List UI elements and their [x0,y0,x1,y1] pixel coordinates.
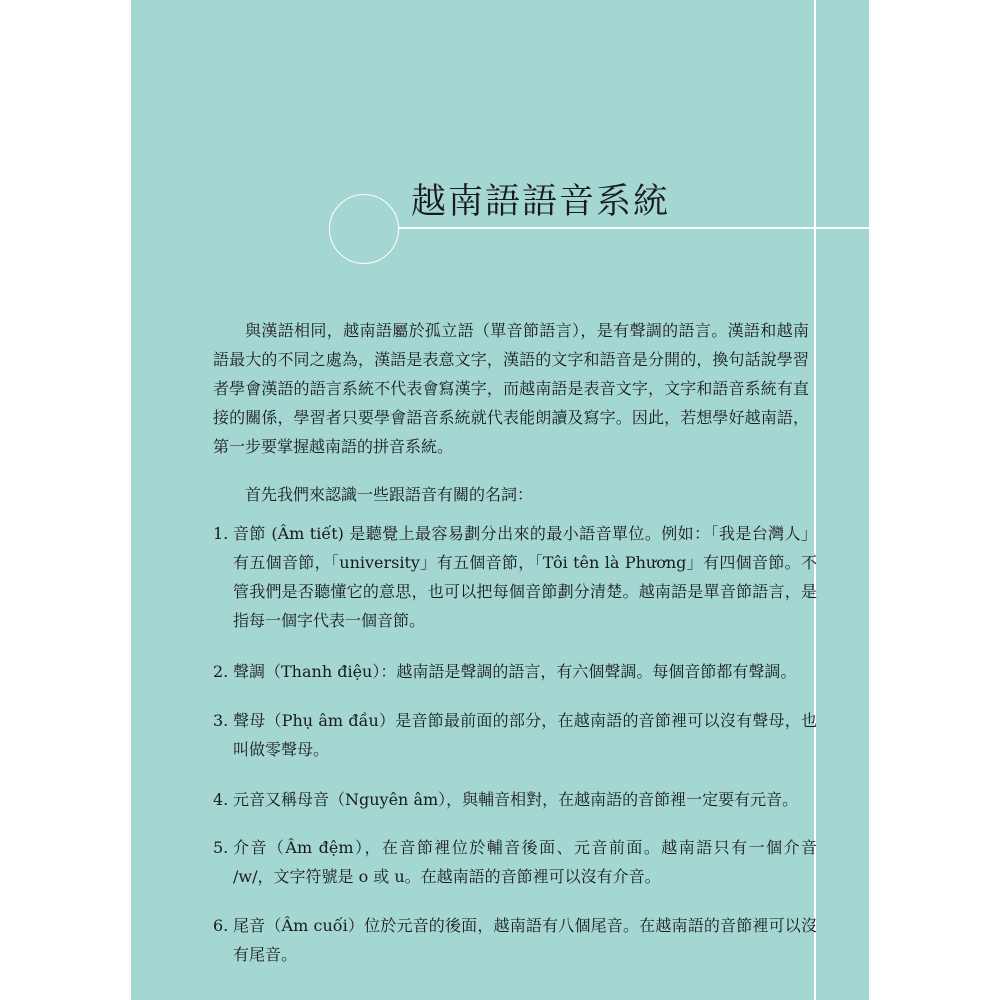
list-item-text: 聲母（Phụ âm đầu）是音節最前面的部分，在越南語的音節裡可以沒有聲母，也叫做零聲母。 [233,711,817,759]
list-item-number: 3. [213,711,229,730]
list-item-number: 6. [213,916,229,935]
list-item [213,657,817,686]
list-item-text: 元音又稱母音（Nguyên âm），與輔音相對，在越南語的音節裡一定要有元音。 [233,790,799,809]
list-item-text: 音節 (Âm tiết) 是聽覺上最容易劃分出來的最小語音單位。例如：「我是台灣人」有五個音節，「university」有五個音節，「Tôi tên là Phương」有四個音節。不管我們是否聽懂它的意思，也可以把每個音節劃分清楚。越南語是單音節語言，是指每一個字代表一個音節。 [233,524,817,630]
terms-list [213,519,817,969]
list-item [213,519,817,635]
terms-lead-paragraph: 首先我們來認識一些跟語音有關的名詞： [245,485,534,504]
list-item [213,911,817,969]
list-item [213,833,817,891]
intro-paragraph: 與漢語相同，越南語屬於孤立語（單音節語言），是有聲調的語言。漢語和越南語最大的不同之處為，漢語是表意文字，漢語的文字和語音是分開的，換句話說學習者學會漢語的語言系統不代表會寫漢字，而越南語是表音文字，文字和語音系統有直接的關係，學習者只要學會語音系統就代表能朗讀及寫字。因此，若想學好越南語，第一步要掌握越南語的拼音系統。 [213,321,809,456]
list-item-number: 2. [213,662,229,681]
list-item-number: 1. [213,524,229,543]
list-item-number: 5. [213,838,229,857]
list-item [213,706,817,764]
list-item-text: 聲調（Thanh điệu）：越南語是聲調的語言，有六個聲調。每個音節都有聲調。 [233,662,797,681]
list-item [213,785,817,814]
list-item-text: 介音（Âm đệm），在音節裡位於輔音後面、元音前面。越南語只有一個介音 /w/，文字符號是 o 或 u。在越南語的音節裡可以沒有介音。 [233,838,817,886]
title-underline-rule [365,227,869,229]
list-item-number: 4. [213,790,229,809]
book-page [131,0,869,1000]
page-title: 越南語語音系統 [411,182,671,222]
title-circle-ornament [329,194,399,264]
list-item-text: 尾音（Âm cuối）位於元音的後面，越南語有八個尾音。在越南語的音節裡可以沒有尾音。 [233,916,817,964]
